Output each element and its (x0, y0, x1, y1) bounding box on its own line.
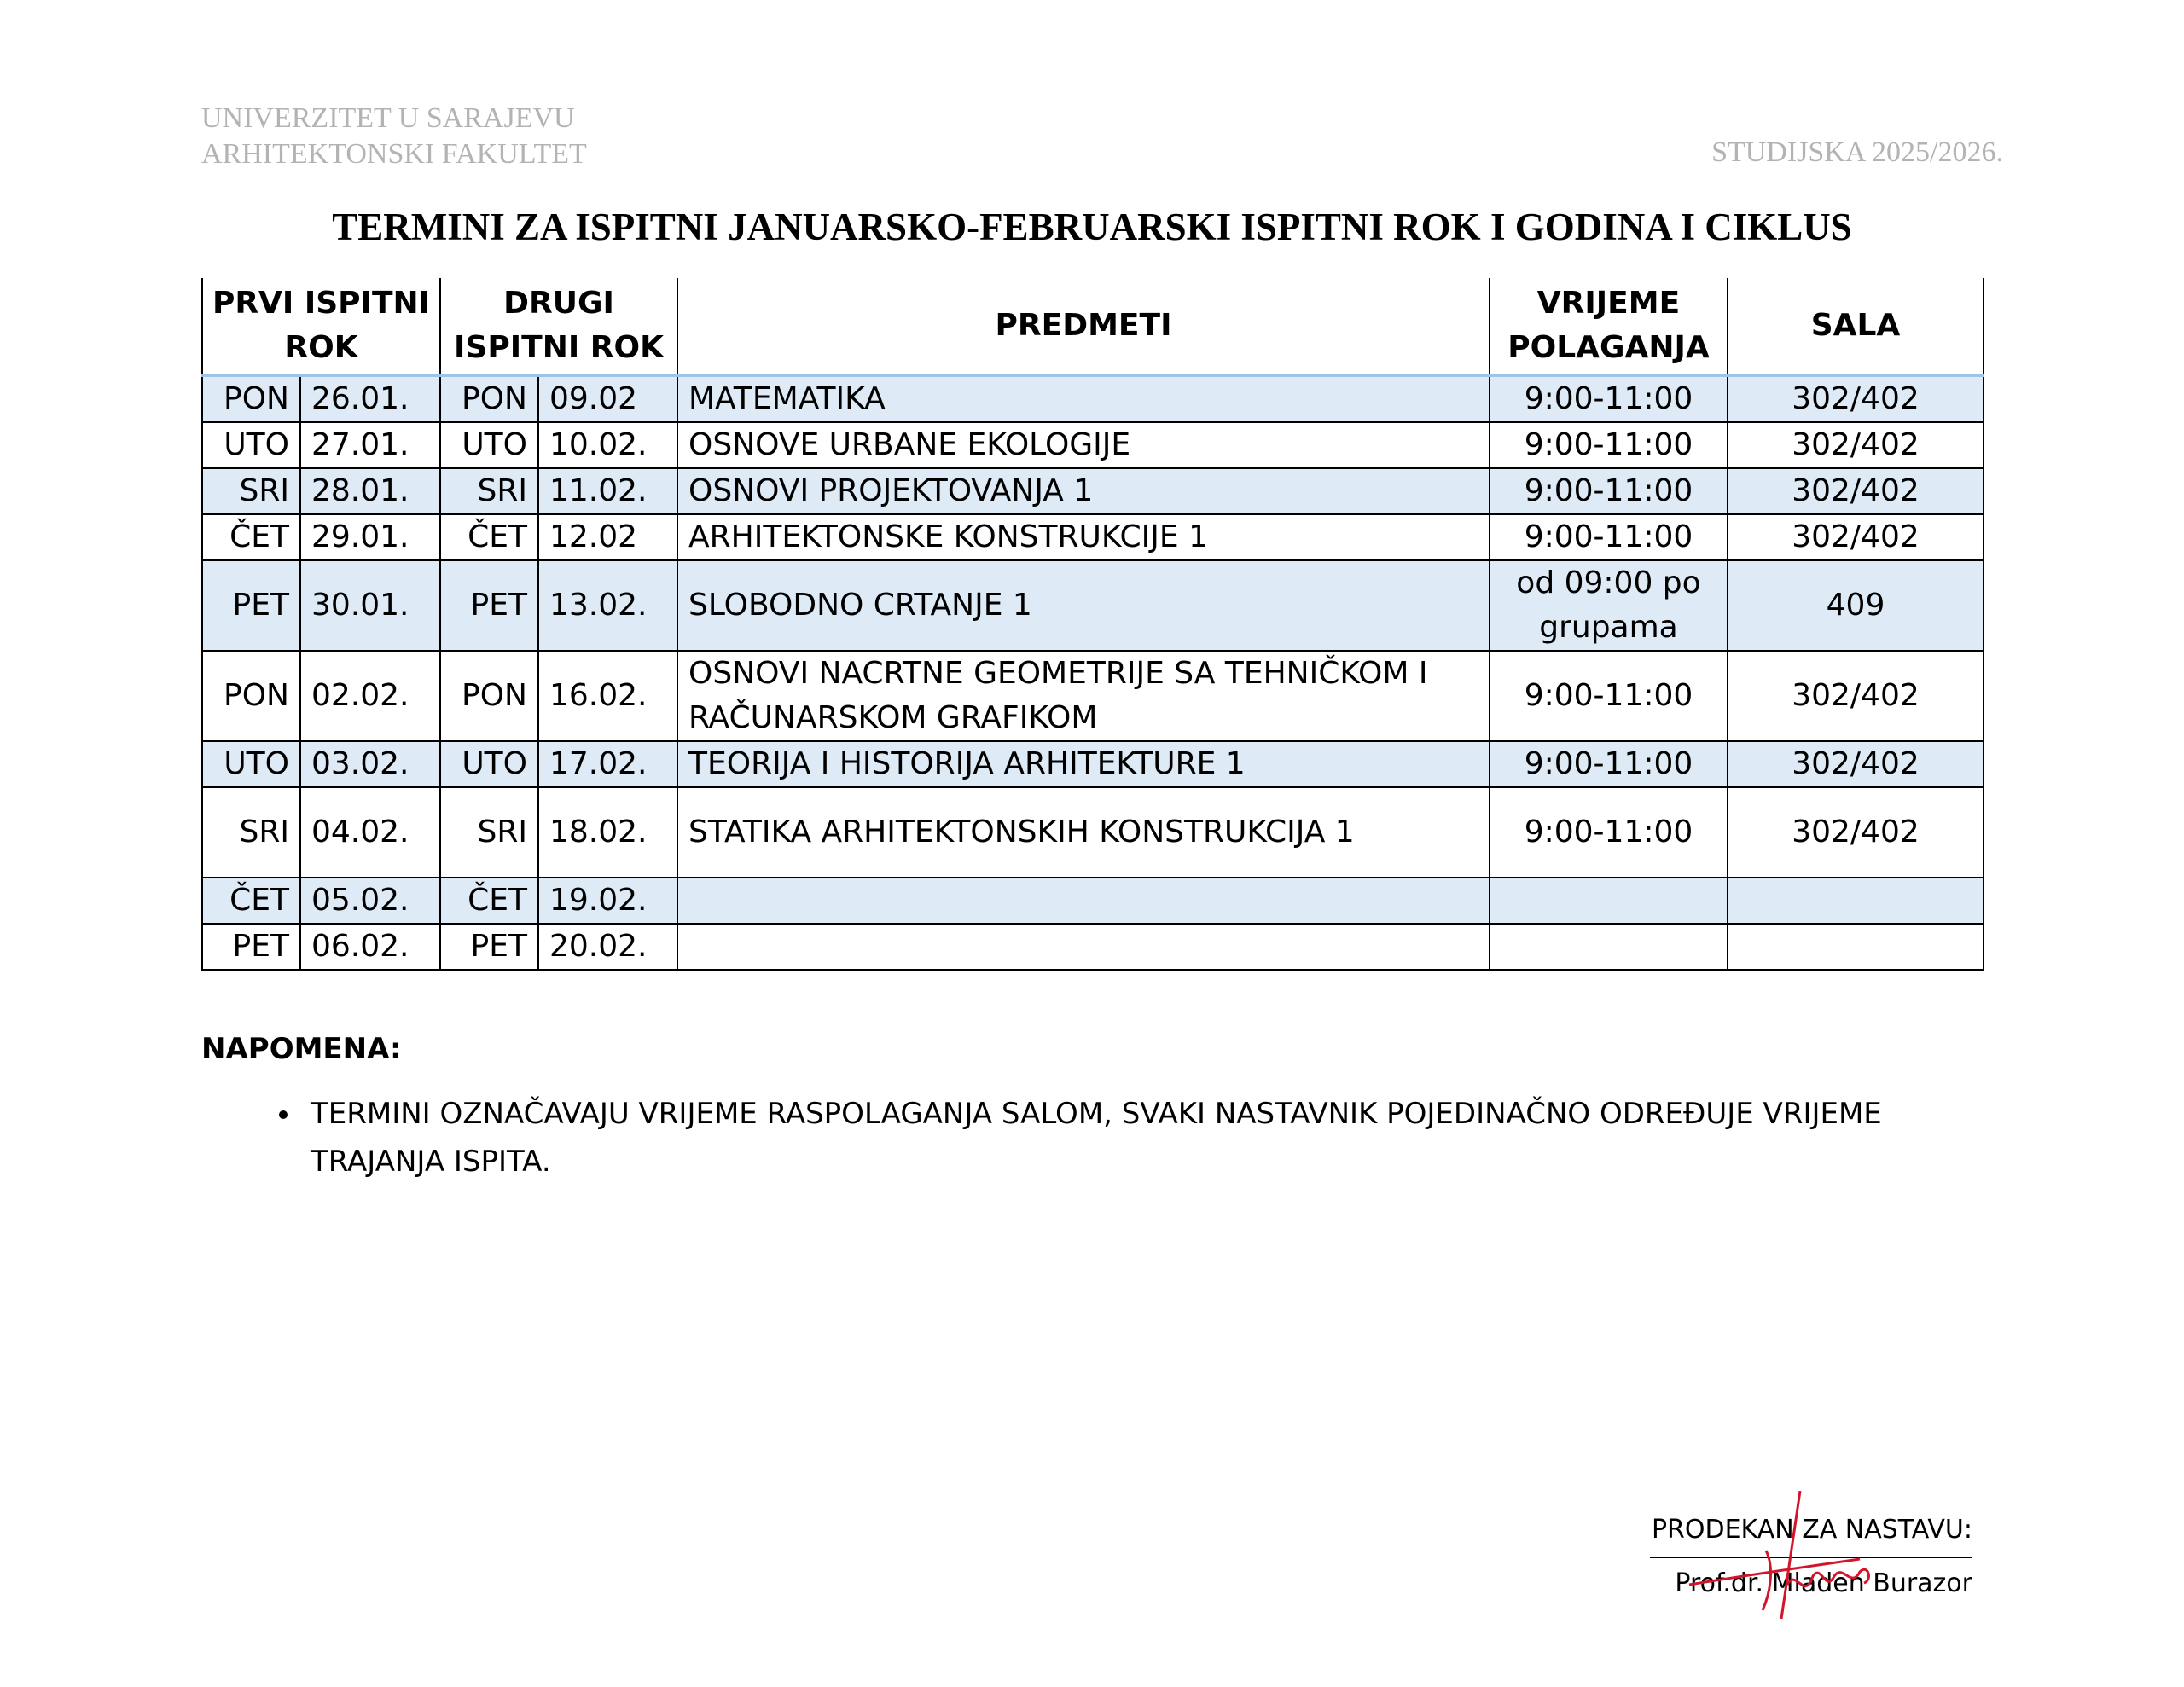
institution-header (201, 101, 587, 172)
second-date: 16.02. (538, 651, 677, 741)
first-day: UTO (202, 422, 300, 468)
subject: TEORIJA I HISTORIJA ARHITEKTURE 1 (677, 741, 1490, 787)
first-date: 26.01. (300, 375, 440, 422)
room: 302/402 (1728, 741, 1984, 787)
first-day: ČET (202, 878, 300, 924)
second-date: 19.02. (538, 878, 677, 924)
first-date: 04.02. (300, 787, 440, 878)
note-item: • TERMINI OZNAČAVAJU VRIJEME RASPOLAGANJA SALOM, SVAKI NASTAVNIK POJEDINAČNO ODREĐUJE VRIJEME TRAJANJA ISPITA. (302, 1090, 2008, 1186)
first-day: UTO (202, 741, 300, 787)
subject (677, 878, 1490, 924)
first-date: 06.02. (300, 924, 440, 970)
table-row (202, 651, 1984, 741)
first-day: PON (202, 375, 300, 422)
handwritten-signature-icon (1681, 1491, 1920, 1627)
second-day: SRI (440, 468, 538, 514)
signatory-name: Prof.dr. Mladen Burazor (1675, 1568, 1972, 1598)
exam-time: od 09:00 po grupama (1490, 560, 1728, 651)
second-date: 17.02. (538, 741, 677, 787)
second-day: PON (440, 375, 538, 422)
exam-time: 9:00-11:00 (1490, 375, 1728, 422)
table-row (202, 514, 1984, 560)
first-day: SRI (202, 787, 300, 878)
table-row (202, 741, 1984, 787)
second-day: PET (440, 560, 538, 651)
header-second-term: DRUGI ISPITNI ROK (440, 278, 677, 375)
second-day: PON (440, 651, 538, 741)
subject: STATIKA ARHITEKTONSKIH KONSTRUKCIJA 1 (677, 787, 1490, 878)
subject: SLOBODNO CRTANJE 1 (677, 560, 1490, 651)
first-day: PET (202, 560, 300, 651)
second-date: 13.02. (538, 560, 677, 651)
first-day: PON (202, 651, 300, 741)
subject: MATEMATIKA (677, 375, 1490, 422)
table-row (202, 924, 1984, 970)
second-day: PET (440, 924, 538, 970)
second-day: ČET (440, 514, 538, 560)
second-day: UTO (440, 422, 538, 468)
room (1728, 924, 1984, 970)
second-day: UTO (440, 741, 538, 787)
room (1728, 878, 1984, 924)
university-name: UNIVERZITET U SARAJEVU (201, 102, 575, 134)
first-day: ČET (202, 514, 300, 560)
academic-year: STUDIJSKA 2025/2026. (1711, 136, 2003, 168)
second-day: SRI (440, 787, 538, 878)
header-time: VRIJEME POLAGANJA (1490, 278, 1728, 375)
second-date: 11.02. (538, 468, 677, 514)
subject (677, 924, 1490, 970)
table-row (202, 468, 1984, 514)
room: 409 (1728, 560, 1984, 651)
second-date: 10.02. (538, 422, 677, 468)
faculty-name: ARHITEKTONSKI FAKULTET (201, 138, 587, 170)
first-day: PET (202, 924, 300, 970)
exam-time: 9:00-11:00 (1490, 422, 1728, 468)
second-date: 09.02 (538, 375, 677, 422)
subject: ARHITEKTONSKE KONSTRUKCIJE 1 (677, 514, 1490, 560)
document-title: TERMINI ZA ISPITNI JANUARSKO-FEBRUARSKI ISPITNI ROK I GODINA I CIKLUS (332, 206, 1852, 248)
subject: OSNOVI PROJEKTOVANJA 1 (677, 468, 1490, 514)
room: 302/402 (1728, 468, 1984, 514)
exam-time: 9:00-11:00 (1490, 741, 1728, 787)
exam-time (1490, 924, 1728, 970)
room: 302/402 (1728, 514, 1984, 560)
table-row (202, 422, 1984, 468)
first-date: 05.02. (300, 878, 440, 924)
signatory-role: PRODEKAN ZA NASTAVU: (1650, 1515, 1972, 1558)
table-row (202, 375, 1984, 422)
first-date: 28.01. (300, 468, 440, 514)
first-day: SRI (202, 468, 300, 514)
second-day: ČET (440, 878, 538, 924)
room: 302/402 (1728, 787, 1984, 878)
exam-time: 9:00-11:00 (1490, 514, 1728, 560)
header-room: SALA (1728, 278, 1984, 375)
exam-time: 9:00-11:00 (1490, 787, 1728, 878)
header-subject: PREDMETI (677, 278, 1490, 375)
table-row (202, 787, 1984, 878)
room: 302/402 (1728, 375, 1984, 422)
subject: OSNOVE URBANE EKOLOGIJE (677, 422, 1490, 468)
table-row (202, 560, 1984, 651)
note-list (201, 1090, 2008, 1186)
header-first-term: PRVI ISPITNI ROK (202, 278, 440, 375)
first-date: 30.01. (300, 560, 440, 651)
second-date: 20.02. (538, 924, 677, 970)
second-date: 12.02 (538, 514, 677, 560)
second-date: 18.02. (538, 787, 677, 878)
exam-schedule-table (201, 278, 1984, 971)
first-date: 27.01. (300, 422, 440, 468)
room: 302/402 (1728, 422, 1984, 468)
first-date: 03.02. (300, 741, 440, 787)
first-date: 29.01. (300, 514, 440, 560)
table-row (202, 878, 1984, 924)
exam-time (1490, 878, 1728, 924)
note-heading: NAPOMENA: (201, 1032, 402, 1066)
exam-time: 9:00-11:00 (1490, 468, 1728, 514)
first-date: 02.02. (300, 651, 440, 741)
exam-time: 9:00-11:00 (1490, 651, 1728, 741)
subject: OSNOVI NACRTNE GEOMETRIJE SA TEHNIČKOM I RAČUNARSKOM GRAFIKOM (677, 651, 1490, 741)
room: 302/402 (1728, 651, 1984, 741)
